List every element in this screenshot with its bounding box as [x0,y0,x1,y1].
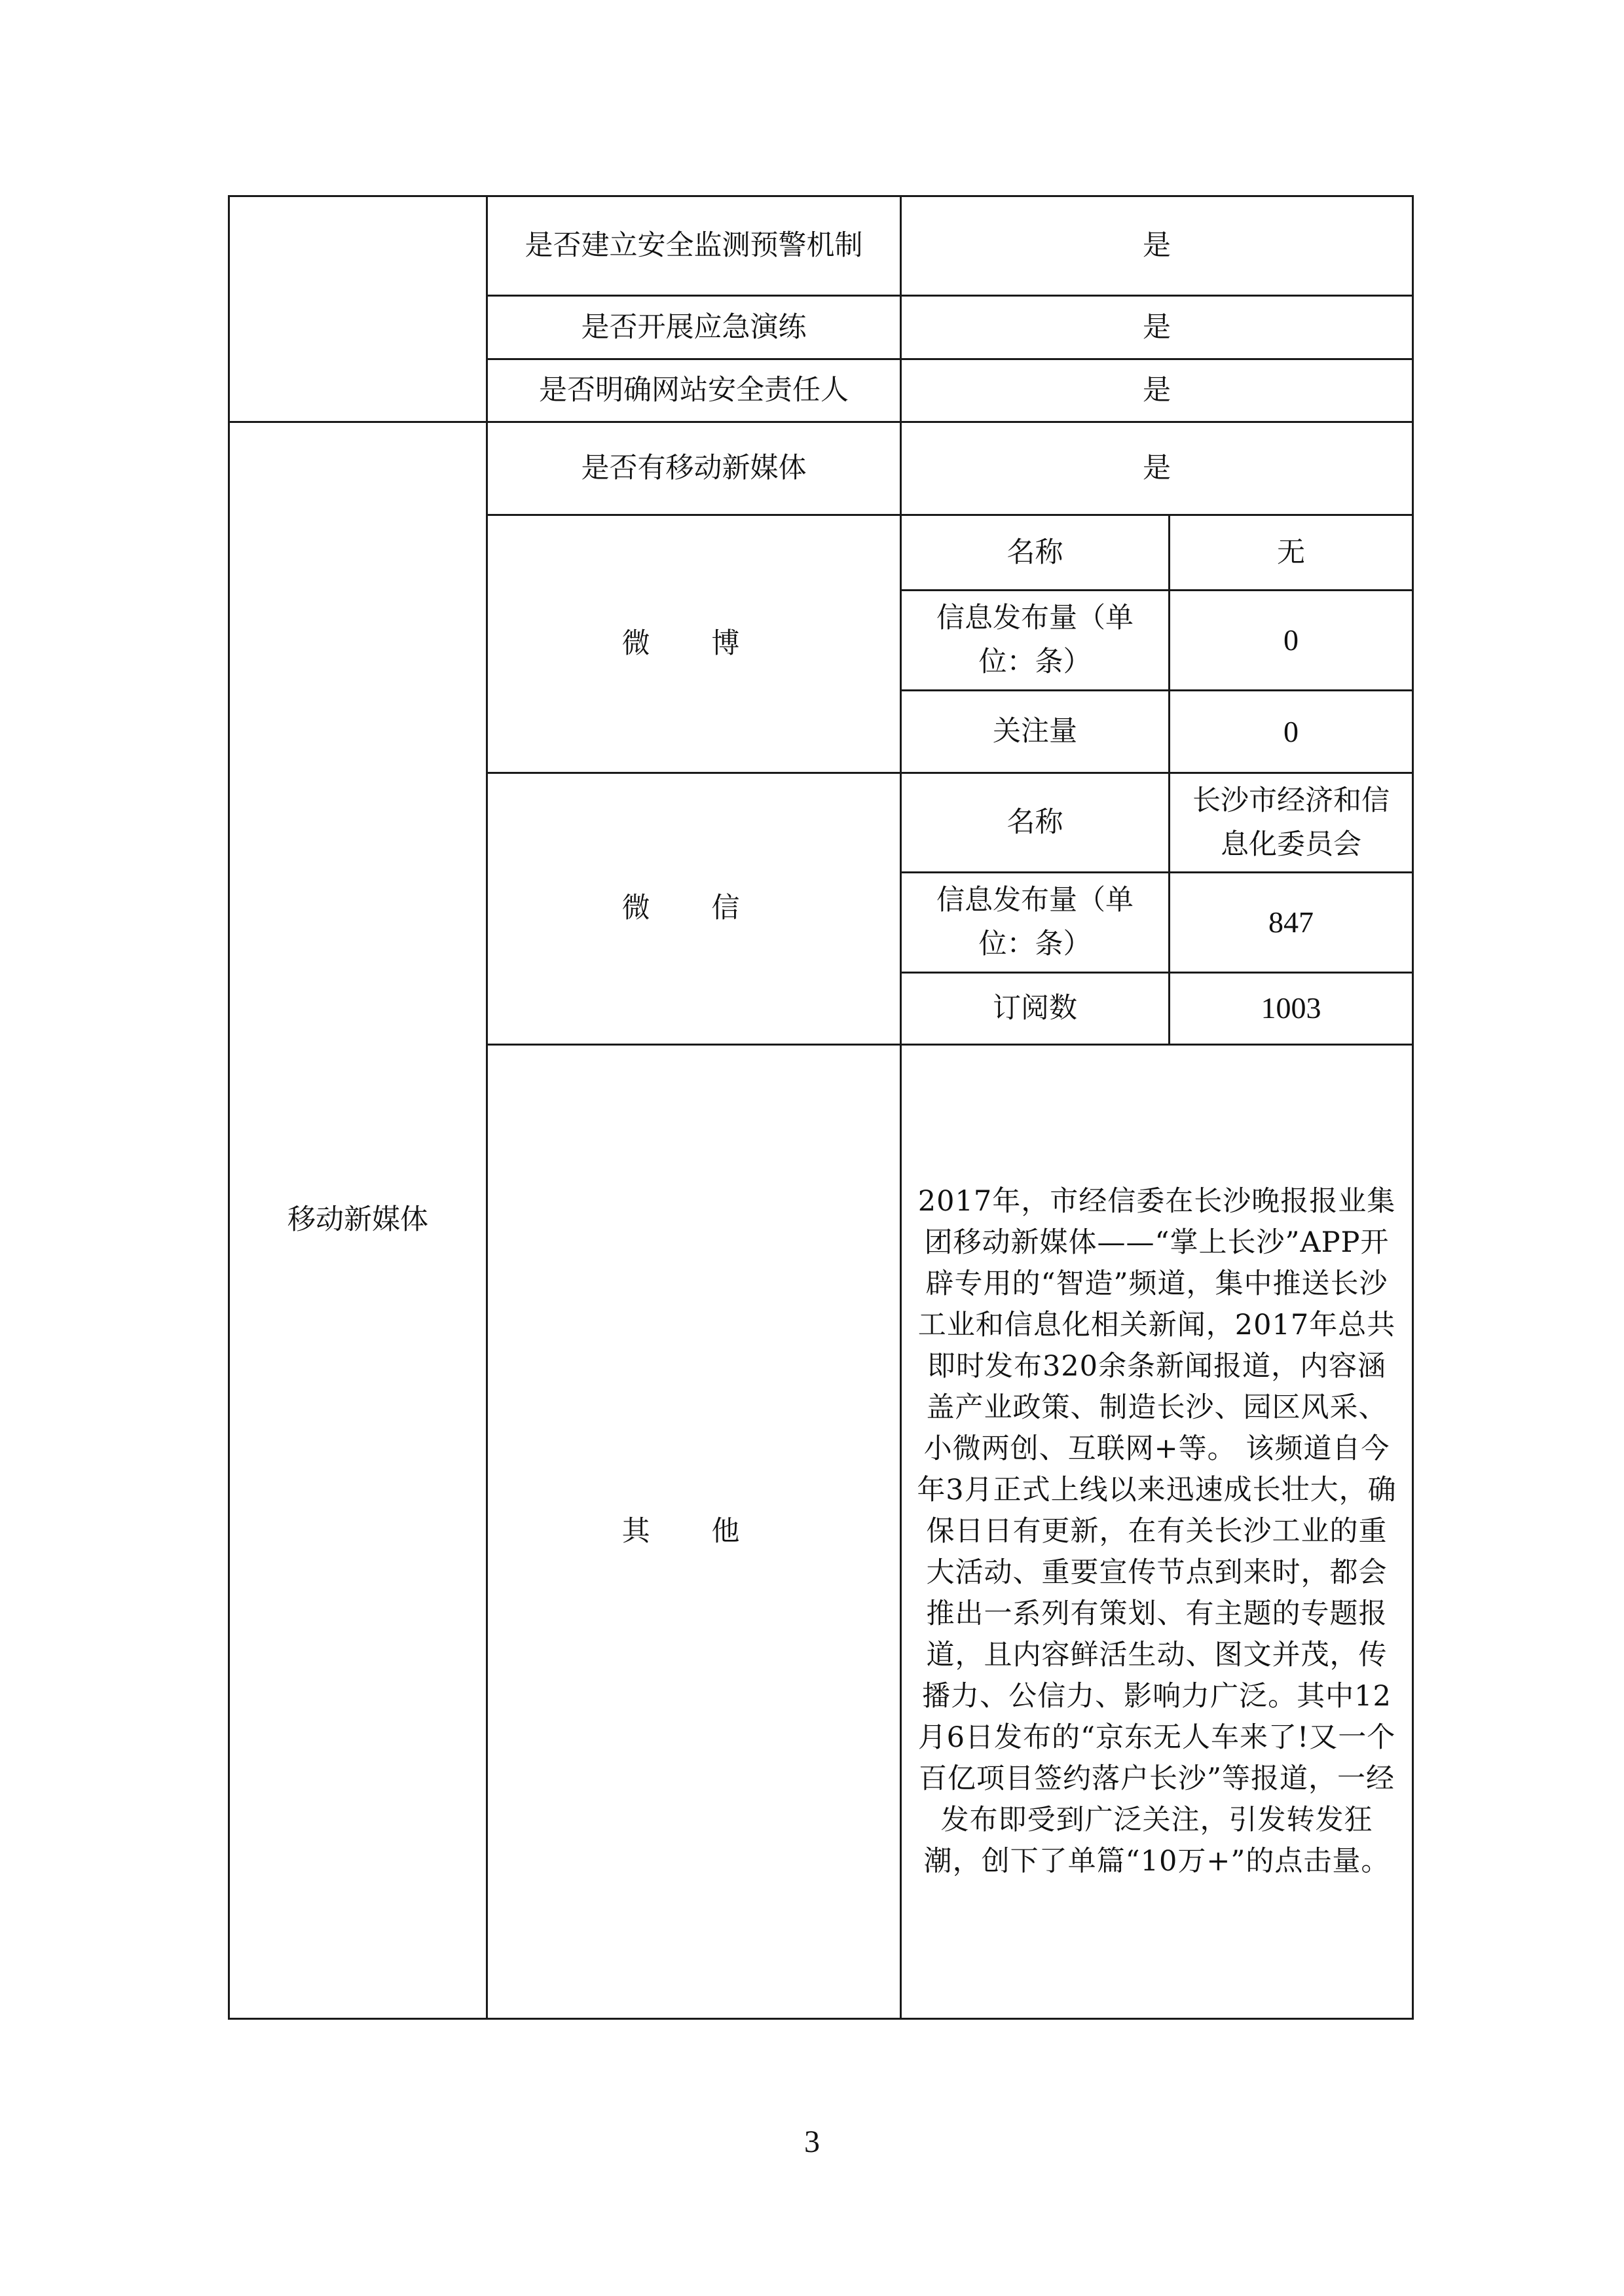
weibo-name-label: 名称 [901,515,1170,591]
wechat-subscribers-value: 1003 [1170,972,1413,1044]
other-label: 其 他 [487,1044,901,2018]
drill-value: 是 [901,296,1413,359]
security-section-cell [229,196,487,422]
wechat-label: 微 信 [487,773,901,1045]
security-owner-value: 是 [901,359,1413,422]
monitoring-value: 是 [901,196,1413,296]
monitoring-label: 是否建立安全监测预警机制 [487,196,901,296]
report-table [228,195,1414,2020]
wechat-subscribers-label: 订阅数 [901,972,1170,1044]
wechat-posts-label: 信息发布量（单位：条） [901,873,1170,972]
weibo-posts-value: 0 [1170,591,1413,691]
table-row-has-mobile [229,422,1413,515]
security-owner-label: 是否明确网站安全责任人 [487,359,901,422]
weibo-name-value: 无 [1170,515,1413,591]
weibo-label: 微 博 [487,515,901,773]
weibo-followers-label: 关注量 [901,691,1170,773]
other-description: 2017年，市经信委在长沙晚报报业集团移动新媒体——“掌上长沙”APP开辟专用的“智造”频道，集中推送长沙工业和信息化相关新闻，2017年总共即时发布320余条新闻报道，内容涵盖产业政策、制造长沙、园区风采、小微两创、互联网+等。 该频道自今年3月正式上线以来迅速成长壮大，确保日日有更新，在有关长沙工业的重大活动、重要宣传节点到来时，都会推出一系列有策划、有主题的专题报道，且内容鲜活生动、图文并茂，传播力、公信力、影响力广泛。其中12月6日发布的“京东无人车来了!又一个百亿项目签约落户长沙”等报道，一经发布即受到广泛关注，引发转发狂潮，创下了单篇“10万+”的点击量。 [901,1044,1413,2018]
drill-label: 是否开展应急演练 [487,296,901,359]
page-number: 3 [804,2124,820,2159]
mobile-media-section-label: 移动新媒体 [229,422,487,2019]
has-mobile-label: 是否有移动新媒体 [487,422,901,515]
weibo-posts-label: 信息发布量（单位：条） [901,591,1170,691]
has-mobile-value: 是 [901,422,1413,515]
wechat-name-label: 名称 [901,773,1170,873]
weibo-followers-value: 0 [1170,691,1413,773]
wechat-posts-value: 847 [1170,873,1413,972]
table-row-monitoring [229,196,1413,296]
wechat-name-value: 长沙市经济和信息化委员会 [1170,773,1413,873]
